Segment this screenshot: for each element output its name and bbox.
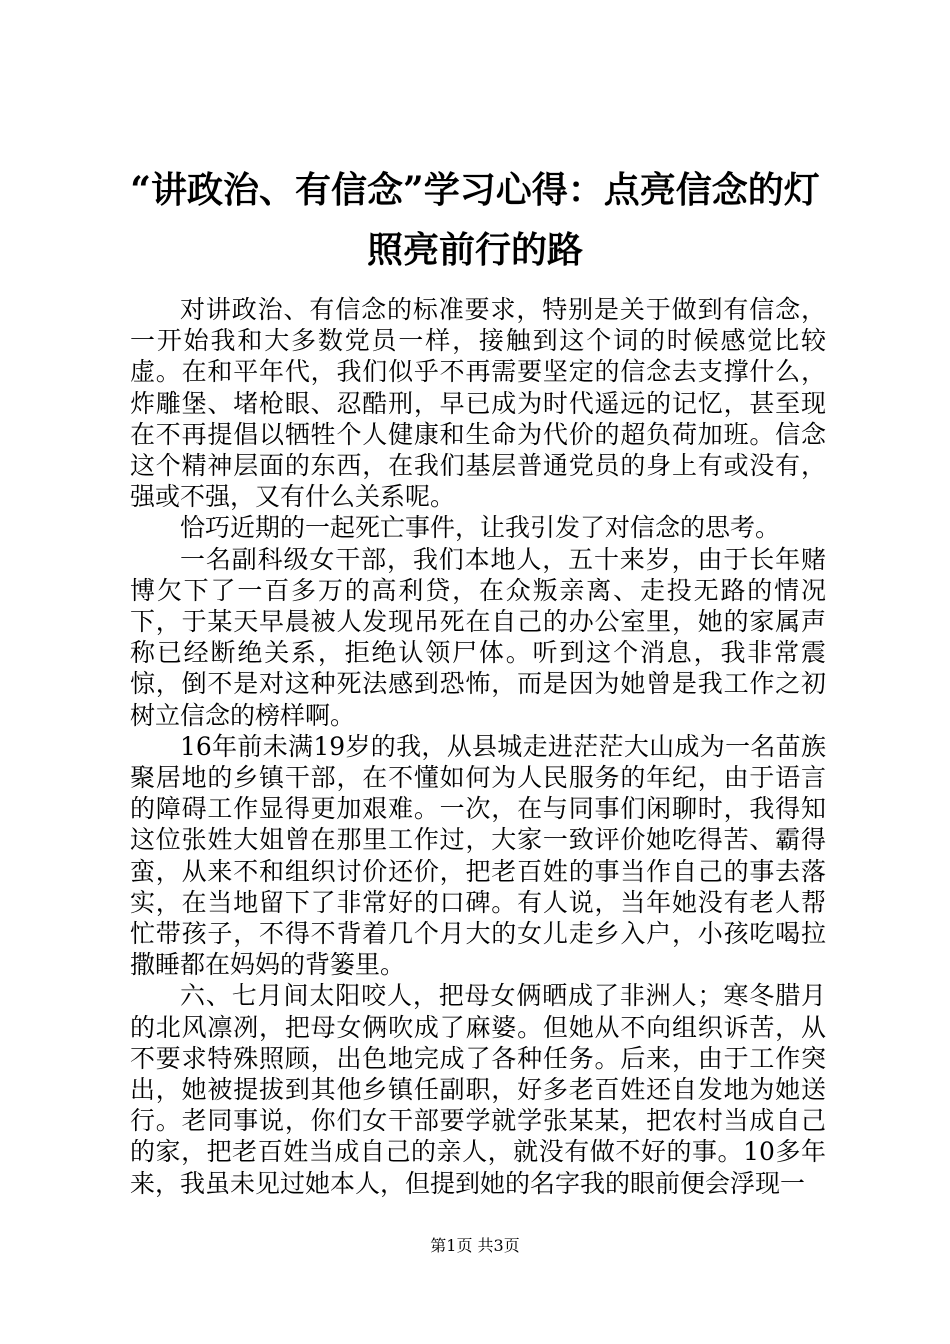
page-number-footer: 第1页 共3页: [430, 1236, 520, 1255]
paragraph-1: 对讲政治、有信念的标准要求，特别是关于做到有信念，一开始我和大多数党员一样，接触到这个词的时候感觉比较虚。在和平年代，我们似乎不再需要坚定的信念去支撑什么，炸雕堡、堵枪眼、忍酷刑，早已成为时代遥远的记忆，甚至现在不再提倡以牺牲个人健康和生命为代价的超负荷加班。信念这个精神层面的东西，在我们基层普通党员的身上有或没有，强或不强，又有什么关系呢。: [130, 295, 826, 512]
document-body: [130, 294, 826, 1199]
title-line-2: 照亮前行的路: [366, 229, 583, 271]
title-line-1: “讲政治、有信念”学习心得：点亮信念的灯: [130, 169, 820, 211]
paragraph-3: 一名副科级女干部，我们本地人，五十来岁，由于长年赌博欠下了一百多万的高利贷，在众叛亲离、走投无路的情况下，于某天早晨被人发现吊死在自己的办公室里，她的家属声称已经断绝关系，拒绝认领尸体。听到这个消息，我非常震惊，倒不是对这种死法感到恐怖，而是因为她曾是我工作之初树立信念的榜样啊。: [130, 544, 826, 730]
paragraph-5: 六、七月间太阳咬人，把母女俩晒成了非洲人；寒冬腊月的北风凛冽，把母女俩吹成了麻婆。但她从不向组织诉苦，从不要求特殊照顾，出色地完成了各种任务。后来，由于工作突出，她被提拔到其他乡镇任副职，好多老百姓还自发地为她送行。老同事说，你们女干部要学就学张某某，把农村当成自己的家，把老百姓当成自己的亲人，就没有做不好的事。10多年来，我虽未见过她本人，但提到她的名字我的眼前便会浮现一: [130, 981, 826, 1198]
document-title: [100, 160, 850, 280]
paragraph-2: 恰巧近期的一起死亡事件，让我引发了对信念的思考。: [180, 513, 781, 543]
paragraph-4: 16年前未满19岁的我，从县城走进茫茫大山成为一名苗族聚居地的乡镇干部，在不懂如何为人民服务的年纪，由于语言的障碍工作显得更加艰难。一次，在与同事们闲聊时，我得知这位张姓大姐曾在那里工作过，大家一致评价她吃得苦、霸得蛮，从来不和组织讨价还价，把老百姓的事当作自己的事去落实，在当地留下了非常好的口碑。有人说，当年她没有老人帮忙带孩子，不得不背着几个月大的女儿走乡入户，小孩吃喝拉撒睡都在妈妈的背篓里。: [130, 731, 826, 980]
